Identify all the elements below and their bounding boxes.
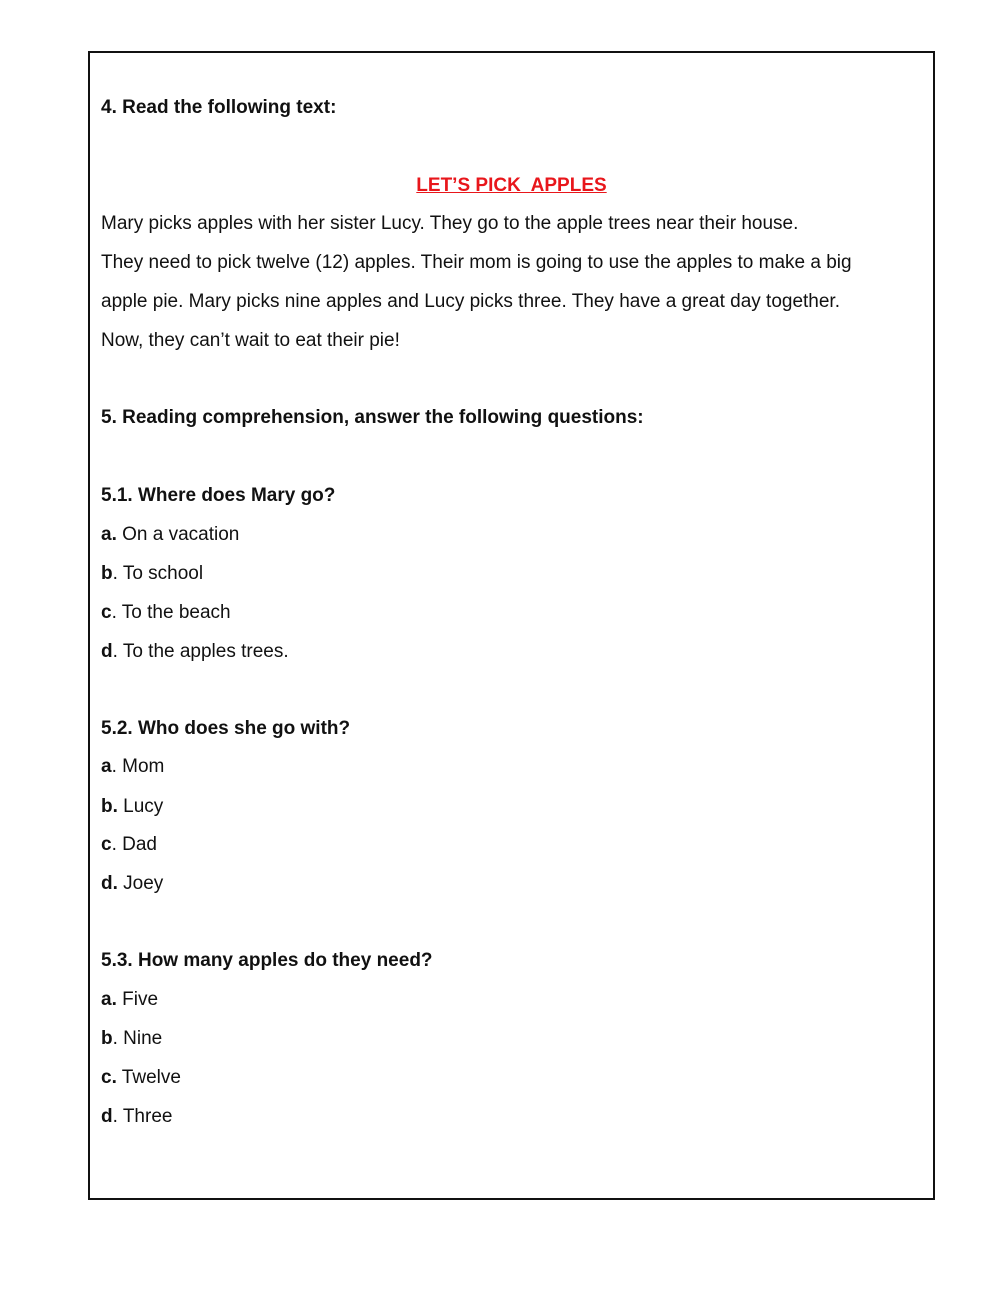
answer-option[interactable]: [101, 640, 289, 664]
option-text: On a vacation: [116, 524, 240, 545]
story-title: LET’S PICK APPLES: [416, 175, 607, 196]
answer-option[interactable]: [101, 1105, 172, 1129]
option-letter: c: [101, 834, 112, 855]
option-letter: d: [101, 641, 113, 662]
answer-option[interactable]: [101, 1027, 162, 1051]
answer-option[interactable]: [101, 872, 163, 896]
option-text: Five: [116, 989, 159, 1010]
story-line: Mary picks apples with her sister Lucy. They go to the apple trees near their house.: [101, 213, 799, 234]
option-letter: c.: [101, 1067, 117, 1088]
answer-option[interactable]: [101, 795, 163, 819]
question-5-3-prompt: 5.3. How many apples do they need?: [101, 950, 433, 971]
option-text: . Dad: [111, 834, 157, 855]
option-text: . To the apples trees.: [112, 641, 289, 662]
story-line: Now, they can’t wait to eat their pie!: [101, 330, 400, 351]
question-5-2-prompt: 5.2. Who does she go with?: [101, 718, 351, 739]
option-text: Joey: [117, 873, 164, 894]
option-text: . Nine: [112, 1028, 163, 1049]
option-letter: d.: [101, 873, 118, 894]
section-5-heading: 5. Reading comprehension, answer the following questions:: [101, 407, 644, 428]
option-letter: c: [101, 602, 112, 623]
answer-option[interactable]: [101, 833, 157, 857]
answer-option[interactable]: [101, 988, 158, 1012]
option-letter: b: [101, 1028, 113, 1049]
option-letter: a.: [101, 989, 117, 1010]
story-line: apple pie. Mary picks nine apples and Lucy picks three. They have a great day together.: [101, 291, 840, 312]
answer-option[interactable]: [101, 562, 203, 586]
option-letter: b.: [101, 796, 118, 817]
option-text: . Mom: [111, 756, 165, 777]
section-4-heading: 4. Read the following text:: [101, 97, 337, 118]
option-text: . Three: [112, 1106, 173, 1127]
answer-option[interactable]: [101, 755, 164, 779]
option-letter: d: [101, 1106, 113, 1127]
option-letter: a: [101, 756, 112, 777]
option-text: Lucy: [117, 796, 164, 817]
question-5-1-prompt: 5.1. Where does Mary go?: [101, 485, 336, 506]
answer-option[interactable]: [101, 601, 231, 625]
answer-option[interactable]: [101, 1066, 181, 1090]
option-text: Twelve: [116, 1067, 181, 1088]
answer-option[interactable]: [101, 523, 239, 547]
option-text: . To school: [112, 563, 204, 584]
story-line: They need to pick twelve (12) apples. Their mom is going to use the apples to make a big: [101, 252, 852, 273]
option-letter: a.: [101, 524, 117, 545]
option-letter: b: [101, 563, 113, 584]
option-text: . To the beach: [111, 602, 231, 623]
